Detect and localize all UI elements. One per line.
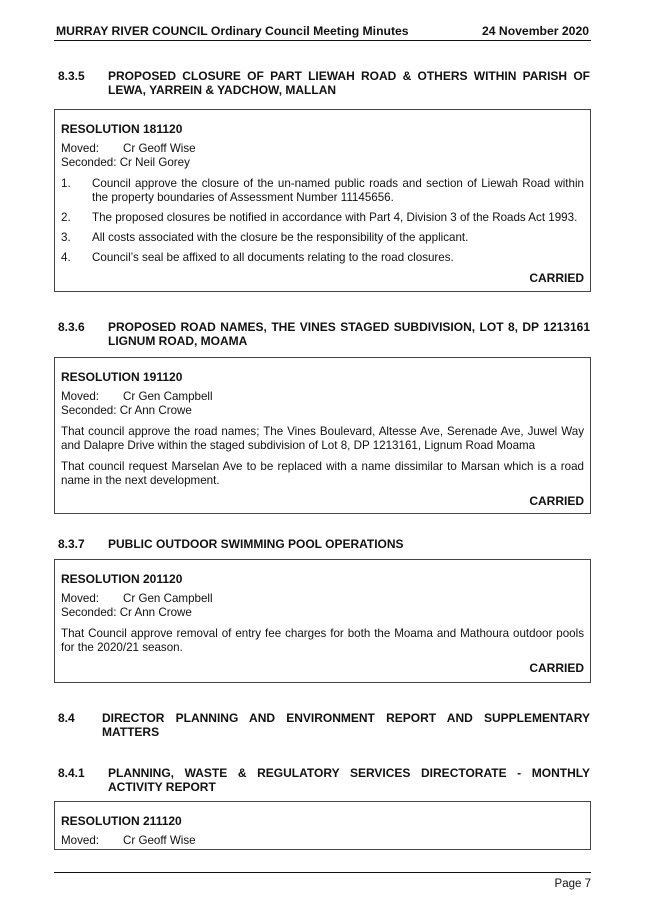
moved-line <box>61 142 584 156</box>
page-footer <box>54 872 591 890</box>
section-heading-8-3-5 <box>58 69 590 97</box>
resolution-number: RESOLUTION 191120 <box>61 370 183 384</box>
list-item <box>61 251 584 265</box>
page-number: Page 7 <box>554 878 591 890</box>
seconded-line <box>61 156 584 170</box>
section-title: PLANNING, WASTE & REGULATORY SERVICES DIRECTORATE - MONTHLY ACTIVITY REPORT <box>108 766 590 794</box>
seconded-by: Cr Neil Gorey <box>119 156 190 169</box>
page-header <box>54 22 591 41</box>
seconded-label: Seconded: <box>61 606 117 619</box>
section-title: PROPOSED CLOSURE OF PART LIEWAH ROAD & OTHERS WITHIN PARISH OF LEWA, YARREIN & YADCHOW, MALLAN <box>108 69 590 97</box>
resolution-box-211120 <box>54 801 591 850</box>
carried-status: CARRIED <box>529 271 584 285</box>
moved-label: Moved: <box>61 142 100 155</box>
moved-line <box>61 834 584 848</box>
resolution-box-201120 <box>54 559 591 683</box>
item-text: All costs associated with the closure be the responsibility of the applicant. <box>92 231 469 244</box>
moved-by: Cr Gen Campbell <box>123 592 213 605</box>
resolution-paragraph: That council approve the road names; The Vines Boulevard, Altesse Ave, Serenade Ave, Juwel Way and Dalapre Drive within the staged subdivision of Lot 8, DP 1213161, Lignum Road Moama <box>61 425 584 452</box>
item-number: 1. <box>61 177 71 190</box>
section-number: 8.4 <box>58 711 75 725</box>
section-number: 8.4.1 <box>58 766 85 780</box>
section-title: PUBLIC OUTDOOR SWIMMING POOL OPERATIONS <box>108 537 404 551</box>
carried-status: CARRIED <box>529 661 584 675</box>
section-heading-8-3-7 <box>58 537 590 551</box>
section-number: 8.3.6 <box>58 320 85 334</box>
seconded-by: Cr Ann Crowe <box>119 404 192 417</box>
seconded-by: Cr Ann Crowe <box>119 606 192 619</box>
resolution-number: RESOLUTION 211120 <box>61 814 182 828</box>
section-title: DIRECTOR PLANNING AND ENVIRONMENT REPORT AND SUPPLEMENTARY MATTERS <box>102 711 590 739</box>
list-item <box>61 211 584 225</box>
moved-label: Moved: <box>61 834 100 847</box>
resolution-number: RESOLUTION 201120 <box>61 572 183 586</box>
list-item <box>61 231 584 245</box>
resolution-box-181120 <box>54 109 591 292</box>
seconded-line <box>61 606 584 620</box>
moved-by: Cr Geoff Wise <box>123 142 196 155</box>
moved-line <box>61 390 584 404</box>
section-title: PROPOSED ROAD NAMES, THE VINES STAGED SUBDIVISION, LOT 8, DP 1213161 LIGNUM ROAD, MOAMA <box>108 320 590 348</box>
section-number: 8.3.7 <box>58 537 85 551</box>
moved-line <box>61 592 584 606</box>
section-number: 8.3.5 <box>58 69 85 83</box>
list-item <box>61 177 584 205</box>
item-text: Council approve the closure of the un-named public roads and section of Liewah Road within the property boundaries of Assessment Number 11145656. <box>92 177 584 204</box>
moved-label: Moved: <box>61 592 100 605</box>
seconded-label: Seconded: <box>61 404 117 417</box>
section-heading-8-4 <box>58 711 590 739</box>
meeting-date: 24 November 2020 <box>481 24 589 38</box>
item-number: 3. <box>61 231 71 244</box>
moved-by: Cr Geoff Wise <box>123 834 196 847</box>
seconded-line <box>61 404 584 418</box>
moved-label: Moved: <box>61 390 100 403</box>
carried-status: CARRIED <box>529 494 584 508</box>
resolution-paragraph: That council request Marselan Ave to be replaced with a name dissimilar to Marsan which is a road name in the next development. <box>61 460 584 487</box>
item-number: 2. <box>61 211 71 224</box>
seconded-label: Seconded: <box>61 156 117 169</box>
resolution-number: RESOLUTION 181120 <box>61 122 183 136</box>
resolution-box-191120 <box>54 357 591 514</box>
section-heading-8-4-1 <box>58 766 590 794</box>
item-number: 4. <box>61 251 71 264</box>
moved-by: Cr Gen Campbell <box>123 390 213 403</box>
item-text: The proposed closures be notified in accordance with Part 4, Division 3 of the Roads Act 1993. <box>92 211 578 224</box>
item-text: Council’s seal be affixed to all documents relating to the road closures. <box>92 251 454 264</box>
resolution-items <box>61 177 584 265</box>
section-heading-8-3-6 <box>58 320 590 348</box>
resolution-paragraph: That Council approve removal of entry fee charges for both the Moama and Mathoura outdoor pools for the 2020/21 season. <box>61 627 584 654</box>
document-title: MURRAY RIVER COUNCIL Ordinary Council Meeting Minutes <box>56 24 409 38</box>
